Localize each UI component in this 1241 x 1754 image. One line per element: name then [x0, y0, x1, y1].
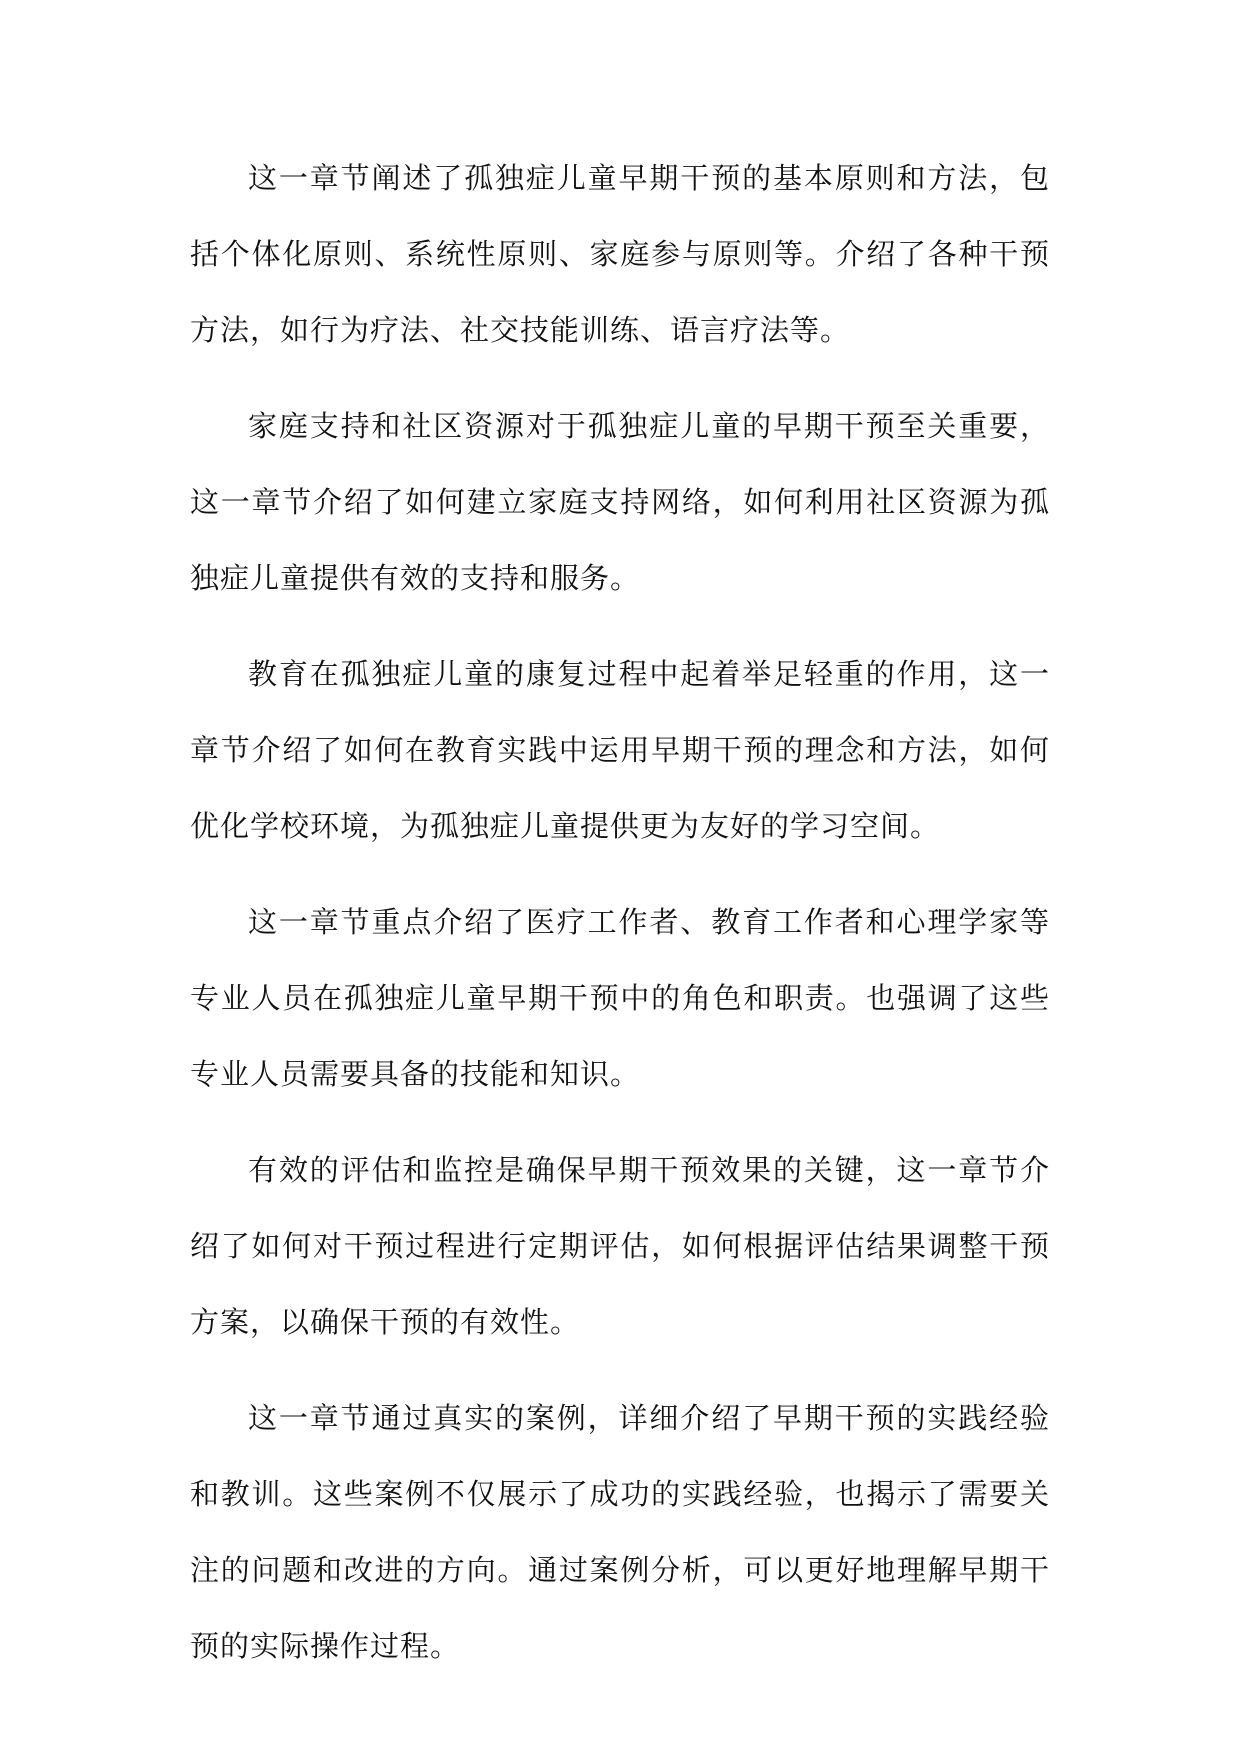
- paragraph-4: 这一章节重点介绍了医疗工作者、教育工作者和心理学家等专业人员在孤独症儿童早期干预中的角色和职责。也强调了这些专业人员需要具备的技能和知识。: [190, 905, 1050, 1091]
- paragraph-2: 家庭支持和社区资源对于孤独症儿童的早期干预至关重要，这一章节介绍了如何建立家庭支持网络，如何利用社区资源为孤独症儿童提供有效的支持和服务。: [190, 409, 1050, 595]
- paragraph-1: 这一章节阐述了孤独症儿童早期干预的基本原则和方法，包括个体化原则、系统性原则、家庭参与原则等。介绍了各种干预方法，如行为疗法、社交技能训练、语言疗法等。: [190, 161, 1050, 347]
- document-body: [190, 140, 1050, 1704]
- paragraph-6: 这一章节通过真实的案例，详细介绍了早期干预的实践经验和教训。这些案例不仅展示了成功的实践经验，也揭示了需要关注的问题和改进的方向。通过案例分析，可以更好地理解早期干预的实际操作过程。: [190, 1401, 1050, 1663]
- paragraph-3: 教育在孤独症儿童的康复过程中起着举足轻重的作用，这一章节介绍了如何在教育实践中运用早期干预的理念和方法，如何优化学校环境，为孤独症儿童提供更为友好的学习空间。: [190, 657, 1050, 843]
- paragraph-5: 有效的评估和监控是确保早期干预效果的关键，这一章节介绍了如何对干预过程进行定期评估，如何根据评估结果调整干预方案，以确保干预的有效性。: [190, 1153, 1050, 1339]
